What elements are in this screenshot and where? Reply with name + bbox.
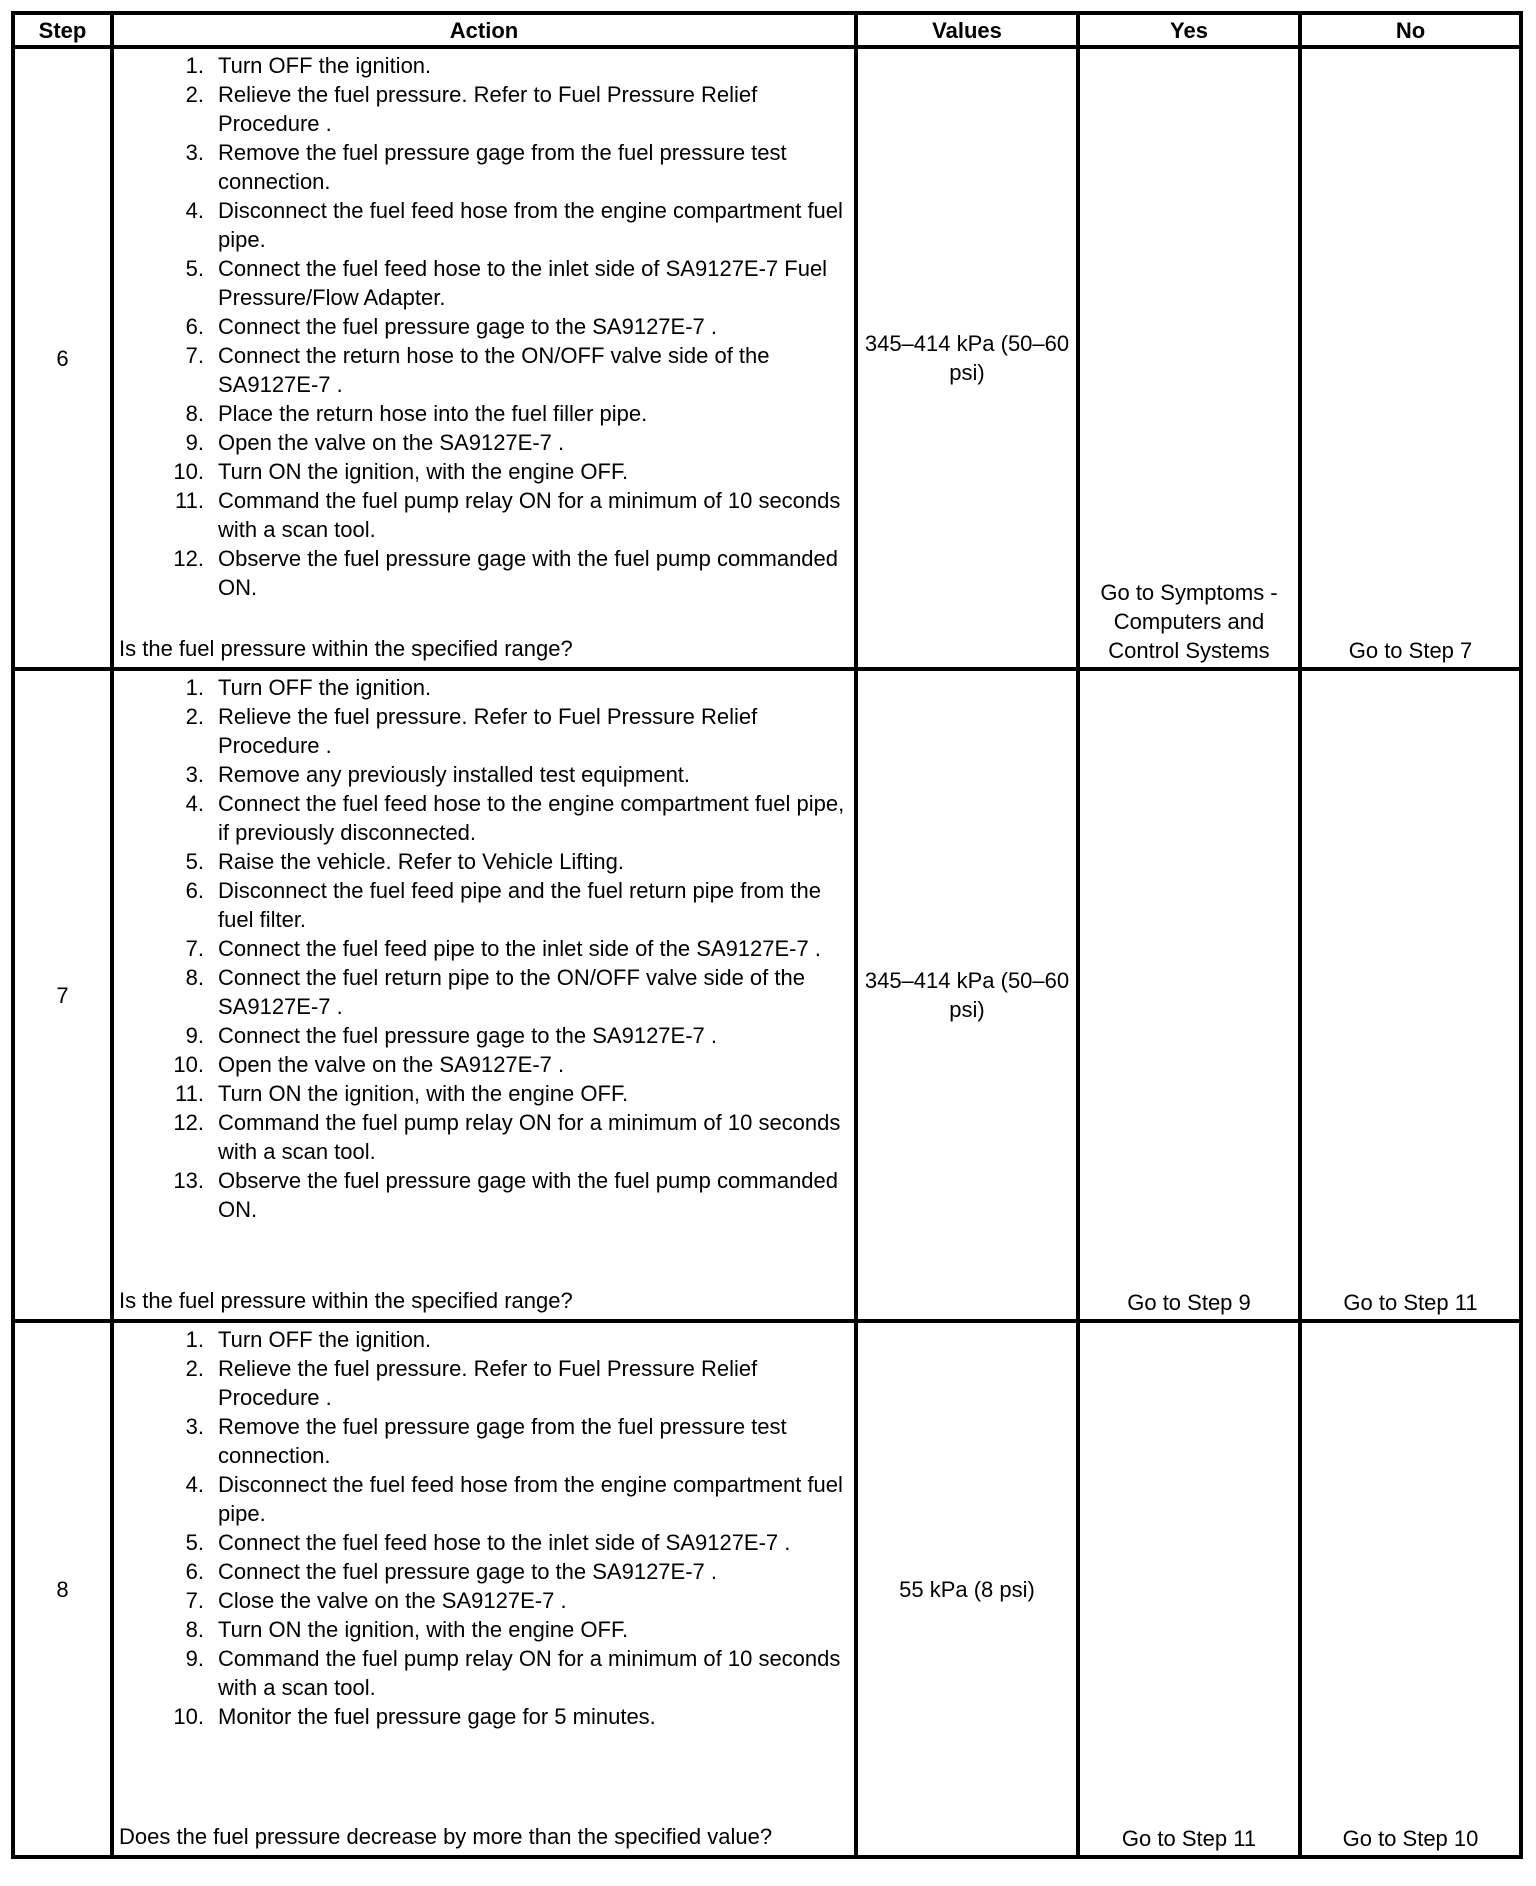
header-no: No — [1300, 13, 1521, 47]
substep-number: 4. — [185, 791, 204, 816]
substep-text: Turn OFF the ignition. — [218, 53, 432, 78]
list-item — [119, 457, 849, 486]
table-row — [13, 669, 1521, 1321]
substep-text: Turn ON the ignition, with the engine OFF. — [218, 459, 629, 484]
no-action: Go to Step 10 — [1300, 1321, 1521, 1857]
substep-text: Raise the vehicle. Refer to Vehicle Lifting. — [218, 849, 625, 874]
substep-text: Connect the return hose to the ON/OFF valve side of the SA9127E-7 . — [218, 343, 770, 397]
list-item — [119, 80, 849, 138]
substep-number: 7. — [185, 936, 204, 961]
substep-number: 9. — [185, 430, 204, 455]
substep-text: Close the valve on the SA9127E-7 . — [218, 1588, 567, 1613]
question-text: Is the fuel pressure within the specified range? — [119, 1288, 573, 1313]
substep-text: Relieve the fuel pressure. Refer to Fuel Pressure Relief Procedure . — [218, 704, 758, 758]
substep-number: 6. — [185, 878, 204, 903]
list-item — [119, 1166, 849, 1224]
substep-text: Open the valve on the SA9127E-7 . — [218, 1052, 565, 1077]
list-item — [119, 1615, 849, 1644]
value-cell: 55 kPa (8 psi) — [856, 1321, 1078, 1857]
no-action: Go to Step 7 — [1300, 47, 1521, 669]
substep-text: Connect the fuel feed hose to the inlet side of SA9127E-7 Fuel Pressure/Flow Adapter. — [218, 256, 828, 310]
substep-number: 3. — [185, 140, 204, 165]
value-cell: 345–414 kPa (50–60 psi) — [856, 47, 1078, 669]
substep-text: Relieve the fuel pressure. Refer to Fuel Pressure Relief Procedure . — [218, 82, 758, 136]
list-item — [119, 486, 849, 544]
substep-text: Connect the fuel pressure gage to the SA9127E-7 . — [218, 314, 717, 339]
question-text: Does the fuel pressure decrease by more than the specified value? — [119, 1824, 773, 1849]
action-content — [119, 673, 849, 1315]
question-text: Is the fuel pressure within the specified range? — [119, 636, 573, 661]
list-item — [119, 399, 849, 428]
substep-text: Open the valve on the SA9127E-7 . — [218, 430, 565, 455]
substep-text: Connect the fuel pressure gage to the SA9127E-7 . — [218, 1559, 717, 1584]
substep-number: 3. — [185, 1414, 204, 1439]
substep-number: 6. — [185, 314, 204, 339]
action-cell — [112, 669, 856, 1321]
list-item — [119, 789, 849, 847]
no-action: Go to Step 11 — [1300, 669, 1521, 1321]
header-action: Action — [112, 13, 856, 47]
substep-number: 4. — [185, 198, 204, 223]
substep-number: 2. — [185, 1356, 204, 1381]
list-item — [119, 1586, 849, 1615]
value-cell: 345–414 kPa (50–60 psi) — [856, 669, 1078, 1321]
yes-action: Go to Step 11 — [1078, 1321, 1300, 1857]
substep-number: 9. — [185, 1023, 204, 1048]
substep-number: 5. — [185, 1530, 204, 1555]
substep-number: 10. — [173, 1052, 204, 1077]
substep-number: 8. — [185, 965, 204, 990]
substep-text: Connect the fuel return pipe to the ON/OFF valve side of the SA9127E-7 . — [218, 965, 805, 1019]
substep-text: Observe the fuel pressure gage with the fuel pump commanded ON. — [218, 1168, 839, 1222]
substep-number: 13. — [173, 1168, 204, 1193]
diagnostic-table — [11, 11, 1523, 1859]
header-row — [13, 13, 1521, 47]
substep-number: 2. — [185, 704, 204, 729]
substep-list — [119, 1325, 849, 1731]
substep-text: Connect the fuel feed hose to the engine compartment fuel pipe, if previously disconnected. — [218, 791, 845, 845]
table-row — [13, 47, 1521, 669]
list-item — [119, 254, 849, 312]
substep-text: Disconnect the fuel feed hose from the engine compartment fuel pipe. — [218, 1472, 843, 1526]
action-cell — [112, 1321, 856, 1857]
substep-number: 11. — [175, 488, 204, 513]
list-item — [119, 1412, 849, 1470]
substep-text: Relieve the fuel pressure. Refer to Fuel Pressure Relief Procedure . — [218, 1356, 758, 1410]
step-number: 8 — [13, 1321, 112, 1857]
list-item — [119, 963, 849, 1021]
header-values: Values — [856, 13, 1078, 47]
list-item — [119, 312, 849, 341]
list-item — [119, 1354, 849, 1412]
substep-text: Remove the fuel pressure gage from the fuel pressure test connection. — [218, 140, 787, 194]
list-item — [119, 1079, 849, 1108]
substep-text: Connect the fuel feed hose to the inlet side of SA9127E-7 . — [218, 1530, 791, 1555]
substep-text: Disconnect the fuel feed hose from the engine compartment fuel pipe. — [218, 198, 843, 252]
substep-list — [119, 51, 849, 602]
list-item — [119, 1644, 849, 1702]
list-item — [119, 51, 849, 80]
substep-text: Place the return hose into the fuel filler pipe. — [218, 401, 648, 426]
substep-text: Disconnect the fuel feed pipe and the fuel return pipe from the fuel filter. — [218, 878, 821, 932]
substep-text: Turn ON the ignition, with the engine OFF. — [218, 1617, 629, 1642]
substep-number: 12. — [173, 1110, 204, 1135]
header-yes: Yes — [1078, 13, 1300, 47]
substep-number: 4. — [185, 1472, 204, 1497]
list-item — [119, 1528, 849, 1557]
substep-number: 11. — [175, 1081, 204, 1106]
substep-number: 10. — [173, 1704, 204, 1729]
substep-text: Connect the fuel feed pipe to the inlet side of the SA9127E-7 . — [218, 936, 821, 961]
list-item — [119, 196, 849, 254]
yes-action: Go to Symptoms - Computers and Control Systems — [1078, 47, 1300, 669]
substep-text: Turn OFF the ignition. — [218, 675, 432, 700]
substep-text: Connect the fuel pressure gage to the SA9127E-7 . — [218, 1023, 717, 1048]
list-item — [119, 847, 849, 876]
substep-text: Command the fuel pump relay ON for a minimum of 10 seconds with a scan tool. — [218, 488, 841, 542]
substep-text: Monitor the fuel pressure gage for 5 minutes. — [218, 1704, 656, 1729]
substep-text: Turn OFF the ignition. — [218, 1327, 432, 1352]
diagnostic-table-container — [11, 11, 1523, 1859]
header-step: Step — [13, 13, 112, 47]
substep-number: 3. — [185, 762, 204, 787]
yes-action: Go to Step 9 — [1078, 669, 1300, 1321]
substep-text: Remove the fuel pressure gage from the fuel pressure test connection. — [218, 1414, 787, 1468]
action-content — [119, 51, 849, 663]
substep-text: Command the fuel pump relay ON for a minimum of 10 seconds with a scan tool. — [218, 1110, 841, 1164]
action-content — [119, 1325, 849, 1851]
list-item — [119, 1108, 849, 1166]
substep-number: 10. — [173, 459, 204, 484]
list-item — [119, 428, 849, 457]
substep-number: 2. — [185, 82, 204, 107]
list-item — [119, 673, 849, 702]
table-row — [13, 1321, 1521, 1857]
list-item — [119, 702, 849, 760]
substep-number: 8. — [185, 1617, 204, 1642]
substep-number: 9. — [185, 1646, 204, 1671]
list-item — [119, 1470, 849, 1528]
substep-text: Remove any previously installed test equipment. — [218, 762, 691, 787]
substep-number: 7. — [185, 1588, 204, 1613]
action-cell — [112, 47, 856, 669]
substep-number: 12. — [173, 546, 204, 571]
list-item — [119, 341, 849, 399]
substep-text: Command the fuel pump relay ON for a minimum of 10 seconds with a scan tool. — [218, 1646, 841, 1700]
substep-list — [119, 673, 849, 1224]
list-item — [119, 1050, 849, 1079]
list-item — [119, 1325, 849, 1354]
substep-number: 1. — [185, 53, 204, 78]
list-item — [119, 138, 849, 196]
substep-number: 5. — [185, 849, 204, 874]
list-item — [119, 544, 849, 602]
substep-number: 6. — [185, 1559, 204, 1584]
step-number: 7 — [13, 669, 112, 1321]
list-item — [119, 876, 849, 934]
step-number: 6 — [13, 47, 112, 669]
list-item — [119, 1702, 849, 1731]
substep-number: 1. — [185, 1327, 204, 1352]
substep-text: Observe the fuel pressure gage with the fuel pump commanded ON. — [218, 546, 839, 600]
list-item — [119, 1021, 849, 1050]
substep-number: 8. — [185, 401, 204, 426]
substep-number: 1. — [185, 675, 204, 700]
table-body — [13, 47, 1521, 1857]
list-item — [119, 934, 849, 963]
substep-text: Turn ON the ignition, with the engine OFF. — [218, 1081, 629, 1106]
list-item — [119, 1557, 849, 1586]
substep-number: 7. — [185, 343, 204, 368]
substep-number: 5. — [185, 256, 204, 281]
list-item — [119, 760, 849, 789]
